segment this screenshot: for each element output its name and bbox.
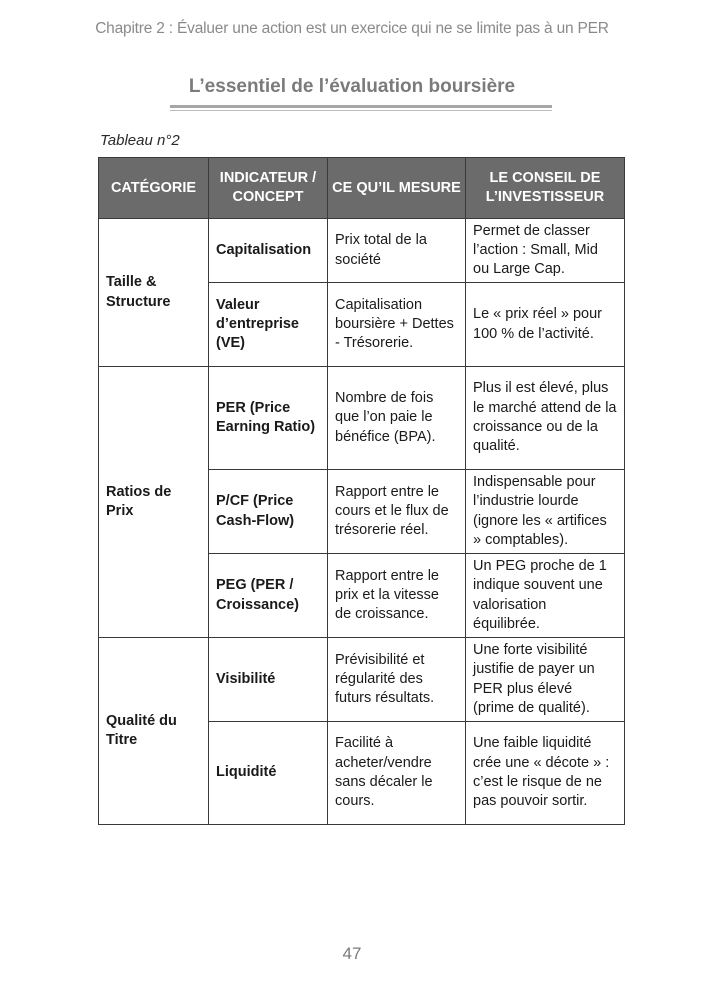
title-underline [170, 105, 552, 108]
running-head: Chapitre 2 : Évaluer une action est un exercice qui ne se limite pas à un PER [95, 20, 609, 37]
table-caption: Tableau n°2 [100, 132, 180, 149]
table-row [99, 367, 625, 470]
measure-cell: Capitalisation boursière + Dettes - Trésorerie. [328, 283, 466, 367]
header-category: CATÉGORIE [99, 158, 209, 219]
title-underline-thin [170, 110, 552, 111]
measure-cell: Prévisibilité et régularité des futurs résultats. [328, 638, 466, 722]
advice-cell: Plus il est élevé, plus le marché attend de la croissance ou de la qualité. [466, 367, 625, 470]
header-advice: LE CONSEIL DE L’INVESTISSEUR [466, 158, 625, 219]
header-indicator: INDICATEUR / CONCEPT [209, 158, 328, 219]
indicator-cell: P/CF (Price Cash-Flow) [209, 470, 328, 554]
measure-cell: Nombre de fois que l’on paie le bénéfice (BPA). [328, 367, 466, 470]
advice-cell: Un PEG proche de 1 indique souvent une valorisation équilibrée. [466, 554, 625, 638]
advice-cell: Indispensable pour l’industrie lourde (ignore les « artifices » comptables). [466, 470, 625, 554]
measure-cell: Rapport entre le prix et la vitesse de croissance. [328, 554, 466, 638]
table-header-row [99, 158, 625, 219]
indicator-cell: PER (Price Earning Ratio) [209, 367, 328, 470]
advice-cell: Une faible liquidité crée une « décote » : c’est le risque de ne pas pouvoir sortir. [466, 722, 625, 825]
category-cell: Ratios de Prix [99, 367, 209, 638]
category-cell: Qualité du Titre [99, 638, 209, 825]
section-title: L’essentiel de l’évaluation boursière [188, 76, 516, 97]
measure-cell: Prix total de la société [328, 219, 466, 283]
indicator-cell: Liquidité [209, 722, 328, 825]
valuation-table [98, 157, 625, 825]
advice-cell: Le « prix réel » pour 100 % de l’activité. [466, 283, 625, 367]
table-row [99, 638, 625, 722]
page-number: 47 [342, 944, 362, 963]
measure-cell: Facilité à acheter/vendre sans décaler le cours. [328, 722, 466, 825]
indicator-cell: Visibilité [209, 638, 328, 722]
advice-cell: Une forte visibilité justifie de payer un PER plus élevé (prime de qualité). [466, 638, 625, 722]
table-row [99, 219, 625, 283]
indicator-cell: Capitalisation [209, 219, 328, 283]
advice-cell: Permet de classer l’action : Small, Mid ou Large Cap. [466, 219, 625, 283]
header-measure: CE QU’IL MESURE [328, 158, 466, 219]
measure-cell: Rapport entre le cours et le flux de trésorerie réel. [328, 470, 466, 554]
indicator-cell: Valeur d’entreprise (VE) [209, 283, 328, 367]
category-cell: Taille & Structure [99, 219, 209, 367]
indicator-cell: PEG (PER / Croissance) [209, 554, 328, 638]
